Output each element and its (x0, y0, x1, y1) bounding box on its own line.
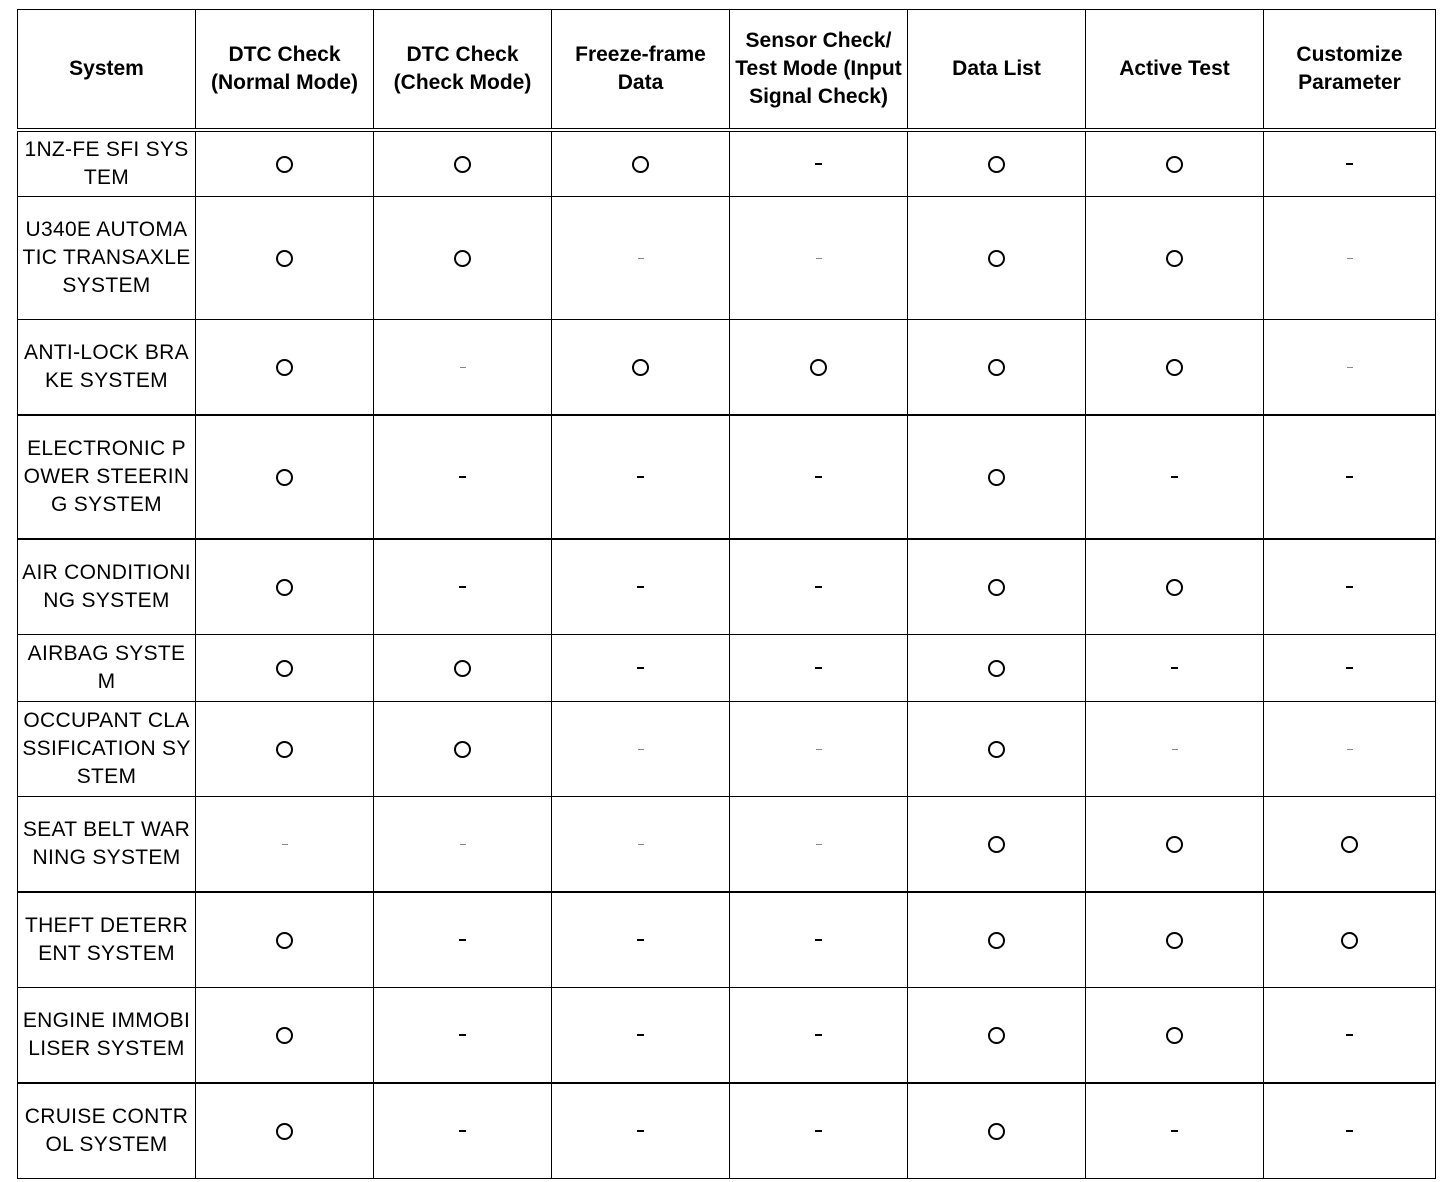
function-support-cell (552, 415, 730, 539)
function-support-cell (374, 988, 552, 1084)
table-header-row (18, 10, 1436, 131)
not-supported-dash-icon (1171, 476, 1178, 478)
not-supported-dash-icon (638, 844, 644, 845)
not-supported-dash-icon (460, 844, 466, 845)
function-support-cell (196, 988, 374, 1084)
table-row (18, 702, 1436, 797)
system-name-cell: ELECTRONIC POWER STEERING SYSTEM (18, 415, 196, 539)
not-supported-dash-icon (815, 586, 822, 588)
supported-circle-icon (810, 359, 827, 376)
function-support-cell (1086, 797, 1264, 893)
function-support-cell (1264, 320, 1436, 416)
function-support-cell (552, 539, 730, 635)
supported-circle-icon (276, 1123, 293, 1140)
function-support-cell (1264, 197, 1436, 320)
system-name-cell: THEFT DETERRENT SYSTEM (18, 892, 196, 988)
not-supported-dash-icon (1171, 667, 1178, 669)
function-support-cell (908, 130, 1086, 197)
not-supported-dash-icon (638, 749, 644, 750)
not-supported-dash-icon (815, 163, 822, 165)
table-row (18, 130, 1436, 197)
not-supported-dash-icon (816, 844, 822, 845)
header-data-list: Data List (908, 10, 1086, 131)
function-support-cell (196, 415, 374, 539)
function-support-cell (730, 539, 908, 635)
table-body (18, 130, 1436, 1179)
not-supported-dash-icon (459, 1130, 466, 1132)
system-name-cell: SEAT BELT WARNING SYSTEM (18, 797, 196, 893)
function-support-cell (908, 539, 1086, 635)
function-support-cell (1086, 320, 1264, 416)
not-supported-dash-icon (1346, 667, 1353, 669)
function-support-cell (374, 635, 552, 702)
function-support-cell (908, 797, 1086, 893)
not-supported-dash-icon (1347, 258, 1353, 259)
not-supported-dash-icon (1346, 1130, 1353, 1132)
supported-circle-icon (454, 250, 471, 267)
supported-circle-icon (988, 932, 1005, 949)
supported-circle-icon (276, 156, 293, 173)
not-supported-dash-icon (1172, 749, 1178, 750)
supported-circle-icon (1341, 836, 1358, 853)
function-support-cell (1086, 1083, 1264, 1179)
function-support-cell (1264, 415, 1436, 539)
not-supported-dash-icon (637, 1034, 644, 1036)
not-supported-dash-icon (459, 1034, 466, 1036)
not-supported-dash-icon (282, 844, 288, 845)
function-support-cell (196, 130, 374, 197)
table-row (18, 197, 1436, 320)
function-support-cell (730, 1083, 908, 1179)
function-support-cell (1264, 635, 1436, 702)
function-support-cell (552, 635, 730, 702)
function-support-cell (1264, 892, 1436, 988)
not-supported-dash-icon (637, 476, 644, 478)
header-sensor-check-test-mode: Sensor Check/ Test Mode (Input Signal Check) (730, 10, 908, 131)
not-supported-dash-icon (459, 476, 466, 478)
header-system: System (18, 10, 196, 131)
function-support-cell (552, 892, 730, 988)
table-row (18, 635, 1436, 702)
function-support-cell (1086, 635, 1264, 702)
function-support-cell (730, 635, 908, 702)
system-name-cell: ENGINE IMMOBILISER SYSTEM (18, 988, 196, 1084)
not-supported-dash-icon (815, 1130, 822, 1132)
not-supported-dash-icon (1346, 163, 1353, 165)
function-support-cell (1264, 1083, 1436, 1179)
function-support-cell (908, 635, 1086, 702)
not-supported-dash-icon (459, 586, 466, 588)
header-dtc-check-check-mode: DTC Check (Check Mode) (374, 10, 552, 131)
supported-circle-icon (276, 359, 293, 376)
table-row (18, 797, 1436, 893)
supported-circle-icon (988, 741, 1005, 758)
supported-circle-icon (988, 250, 1005, 267)
function-support-cell (196, 320, 374, 416)
supported-circle-icon (988, 836, 1005, 853)
function-support-cell (1086, 892, 1264, 988)
not-supported-dash-icon (1347, 749, 1353, 750)
function-support-cell (908, 892, 1086, 988)
function-support-cell (1086, 197, 1264, 320)
not-supported-dash-icon (1347, 367, 1353, 368)
system-name-cell: AIR CONDITIONING SYSTEM (18, 539, 196, 635)
not-supported-dash-icon (815, 939, 822, 941)
system-name-cell: 1NZ-FE SFI SYSTEM (18, 130, 196, 197)
not-supported-dash-icon (637, 1130, 644, 1132)
supported-circle-icon (988, 1027, 1005, 1044)
supported-circle-icon (276, 469, 293, 486)
not-supported-dash-icon (815, 1034, 822, 1036)
function-support-cell (730, 415, 908, 539)
supported-circle-icon (454, 156, 471, 173)
not-supported-dash-icon (637, 939, 644, 941)
function-support-cell (374, 197, 552, 320)
supported-circle-icon (276, 660, 293, 677)
function-support-cell (1086, 415, 1264, 539)
not-supported-dash-icon (1346, 1034, 1353, 1036)
function-support-cell (374, 415, 552, 539)
supported-circle-icon (276, 932, 293, 949)
diagnosis-table-container (17, 9, 1436, 1179)
supported-circle-icon (454, 741, 471, 758)
supported-circle-icon (988, 1123, 1005, 1140)
supported-circle-icon (632, 359, 649, 376)
function-support-cell (908, 320, 1086, 416)
not-supported-dash-icon (815, 476, 822, 478)
function-support-cell (196, 702, 374, 797)
function-support-cell (730, 702, 908, 797)
not-supported-dash-icon (460, 367, 466, 368)
function-support-cell (552, 702, 730, 797)
function-support-cell (552, 988, 730, 1084)
not-supported-dash-icon (1171, 1130, 1178, 1132)
function-support-cell (908, 988, 1086, 1084)
function-support-cell (552, 130, 730, 197)
function-support-cell (374, 892, 552, 988)
function-support-cell (196, 539, 374, 635)
supported-circle-icon (988, 579, 1005, 596)
system-name-cell: OCCUPANT CLASSIFICATION SYSTEM (18, 702, 196, 797)
function-support-cell (552, 197, 730, 320)
not-supported-dash-icon (816, 258, 822, 259)
supported-circle-icon (1166, 1027, 1183, 1044)
supported-circle-icon (1166, 579, 1183, 596)
supported-circle-icon (988, 359, 1005, 376)
supported-circle-icon (632, 156, 649, 173)
system-name-cell: ANTI-LOCK BRAKE SYSTEM (18, 320, 196, 416)
header-dtc-check-normal-mode: DTC Check (Normal Mode) (196, 10, 374, 131)
supported-circle-icon (988, 156, 1005, 173)
table-row (18, 892, 1436, 988)
function-support-cell (730, 320, 908, 416)
table-row (18, 988, 1436, 1084)
function-support-cell (1264, 797, 1436, 893)
supported-circle-icon (276, 579, 293, 596)
not-supported-dash-icon (1346, 586, 1353, 588)
header-active-test: Active Test (1086, 10, 1264, 131)
table-row (18, 539, 1436, 635)
supported-circle-icon (1166, 250, 1183, 267)
function-support-cell (1264, 130, 1436, 197)
function-support-cell (196, 635, 374, 702)
function-support-cell (196, 892, 374, 988)
function-support-cell (1264, 539, 1436, 635)
function-support-cell (552, 320, 730, 416)
table-row (18, 320, 1436, 416)
supported-circle-icon (988, 469, 1005, 486)
system-name-cell: AIRBAG SYSTEM (18, 635, 196, 702)
system-name-cell: U340E AUTOMATIC TRANSAXLE SYSTEM (18, 197, 196, 320)
not-supported-dash-icon (637, 667, 644, 669)
function-support-cell (1086, 539, 1264, 635)
supported-circle-icon (276, 741, 293, 758)
not-supported-dash-icon (1346, 476, 1353, 478)
function-support-cell (552, 797, 730, 893)
function-support-cell (552, 1083, 730, 1179)
function-support-cell (1264, 702, 1436, 797)
function-support-cell (730, 197, 908, 320)
function-support-cell (196, 797, 374, 893)
supported-circle-icon (276, 250, 293, 267)
function-support-cell (730, 988, 908, 1084)
header-customize-parameter: Customize Parameter (1264, 10, 1436, 131)
supported-circle-icon (276, 1027, 293, 1044)
function-support-cell (374, 539, 552, 635)
function-support-cell (730, 892, 908, 988)
function-support-cell (374, 130, 552, 197)
function-support-cell (196, 197, 374, 320)
function-support-cell (730, 130, 908, 197)
function-support-cell (1086, 988, 1264, 1084)
not-supported-dash-icon (816, 749, 822, 750)
function-support-cell (374, 1083, 552, 1179)
not-supported-dash-icon (637, 586, 644, 588)
supported-circle-icon (454, 660, 471, 677)
function-support-cell (374, 797, 552, 893)
supported-circle-icon (1166, 359, 1183, 376)
function-support-cell (1086, 130, 1264, 197)
function-support-cell (908, 197, 1086, 320)
function-support-cell (908, 1083, 1086, 1179)
function-support-cell (196, 1083, 374, 1179)
table-row (18, 1083, 1436, 1179)
function-support-cell (374, 320, 552, 416)
table-row (18, 415, 1436, 539)
function-support-cell (908, 702, 1086, 797)
supported-circle-icon (1166, 836, 1183, 853)
system-name-cell: CRUISE CONTROL SYSTEM (18, 1083, 196, 1179)
not-supported-dash-icon (815, 667, 822, 669)
function-support-cell (908, 415, 1086, 539)
not-supported-dash-icon (638, 258, 644, 259)
system-function-table (17, 9, 1436, 1179)
supported-circle-icon (1341, 932, 1358, 949)
header-freeze-frame-data: Freeze-frame Data (552, 10, 730, 131)
function-support-cell (730, 797, 908, 893)
not-supported-dash-icon (459, 939, 466, 941)
supported-circle-icon (1166, 156, 1183, 173)
supported-circle-icon (988, 660, 1005, 677)
supported-circle-icon (1166, 932, 1183, 949)
function-support-cell (374, 702, 552, 797)
function-support-cell (1086, 702, 1264, 797)
function-support-cell (1264, 988, 1436, 1084)
